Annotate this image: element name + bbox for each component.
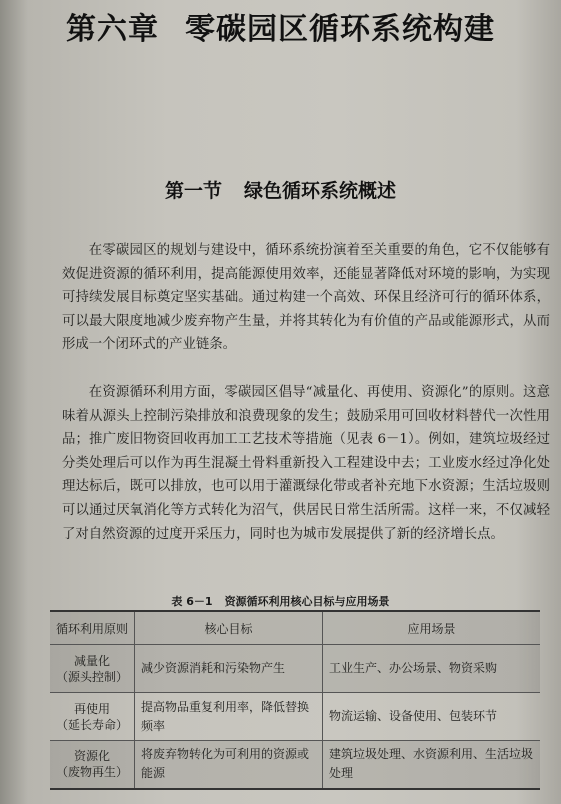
goal-cell: 将废弃物转化为可利用的资源或能源 [135, 741, 323, 789]
scene-cell: 物流运输、设备使用、包装环节 [323, 693, 541, 741]
principle-cell [50, 693, 135, 741]
chapter-heading [0, 4, 561, 48]
table-header-cell: 应用场景 [323, 611, 541, 645]
section-number: 第一节 [164, 180, 222, 202]
principle-name: 减量化 [73, 653, 110, 668]
principle-note: （源头控制） [56, 669, 129, 684]
principle-cell [50, 741, 135, 789]
chapter-title: 零碳园区循环系统构建 [185, 12, 495, 47]
principle-cell [50, 645, 135, 693]
principle-name: 再使用 [73, 701, 110, 716]
table-header-cell: 循环利用原则 [50, 611, 135, 645]
section-heading [0, 176, 561, 203]
principle-name: 资源化 [73, 749, 110, 764]
scene-cell: 建筑垃圾处理、水资源利用、生活垃圾处理 [323, 741, 541, 789]
table-caption-number: 表 6－1 [171, 595, 213, 608]
chapter-number: 第六章 [66, 12, 159, 47]
table-row [50, 693, 540, 741]
body-paragraph: 在零碳园区的规划与建设中，循环系统扮演着至关重要的角色，它不仅能够有效促进资源的循环利用，提高能源使用效率，还能显著降低对环境的影响，为实现可持续发展目标奠定坚实基础。通过构建一个高效、环保且经济可行的循环体系，可以最大限度地减少废弃物产生量，并将其转化为有价值的产品或能源形式，从而形成一个闭环式的产业链条。 [62, 243, 550, 353]
goal-cell: 提高物品重复利用率，降低替换频率 [135, 693, 323, 741]
table-row [50, 741, 540, 789]
table-caption [0, 593, 561, 609]
table-row [50, 645, 540, 693]
table-header-row [50, 611, 540, 645]
body-paragraph: 在资源循环利用方面，零碳园区倡导“减量化、再使用、资源化”的原则。这意味着从源头上控制污染排放和浪费现象的发生；鼓励采用可回收材料替代一次性用品；推广废旧物资回收再加工工艺技术等措施（见表 6－1）。例如，建筑垃圾经过分类处理后可以作为再生混凝土骨料重新投入工程建设中去；工业废水经过净化处理达标后，既可以排放，也可以用于灌溉绿化带或者补充地下水资源；生活垃圾则可以通过厌氧消化等方式转化为沼气，供居民日常生活所需。这样一来，不仅减轻了对自然资源的过度开采压力，同时也为城市发展提供了新的经济增长点。 [62, 385, 550, 542]
bleed-through-text [120, 70, 480, 190]
resource-cycle-table [50, 610, 540, 790]
goal-cell: 减少资源消耗和污染物产生 [135, 645, 323, 693]
table-caption-title: 资源循环利用核心目标与应用场景 [224, 595, 390, 608]
scene-cell: 工业生产、办公场景、物资采购 [323, 645, 541, 693]
principle-note: （废物再生） [56, 765, 129, 780]
section-title: 绿色循环系统概述 [244, 180, 397, 202]
table-header-cell: 核心目标 [135, 611, 323, 645]
principle-note: （延长寿命） [56, 717, 129, 732]
